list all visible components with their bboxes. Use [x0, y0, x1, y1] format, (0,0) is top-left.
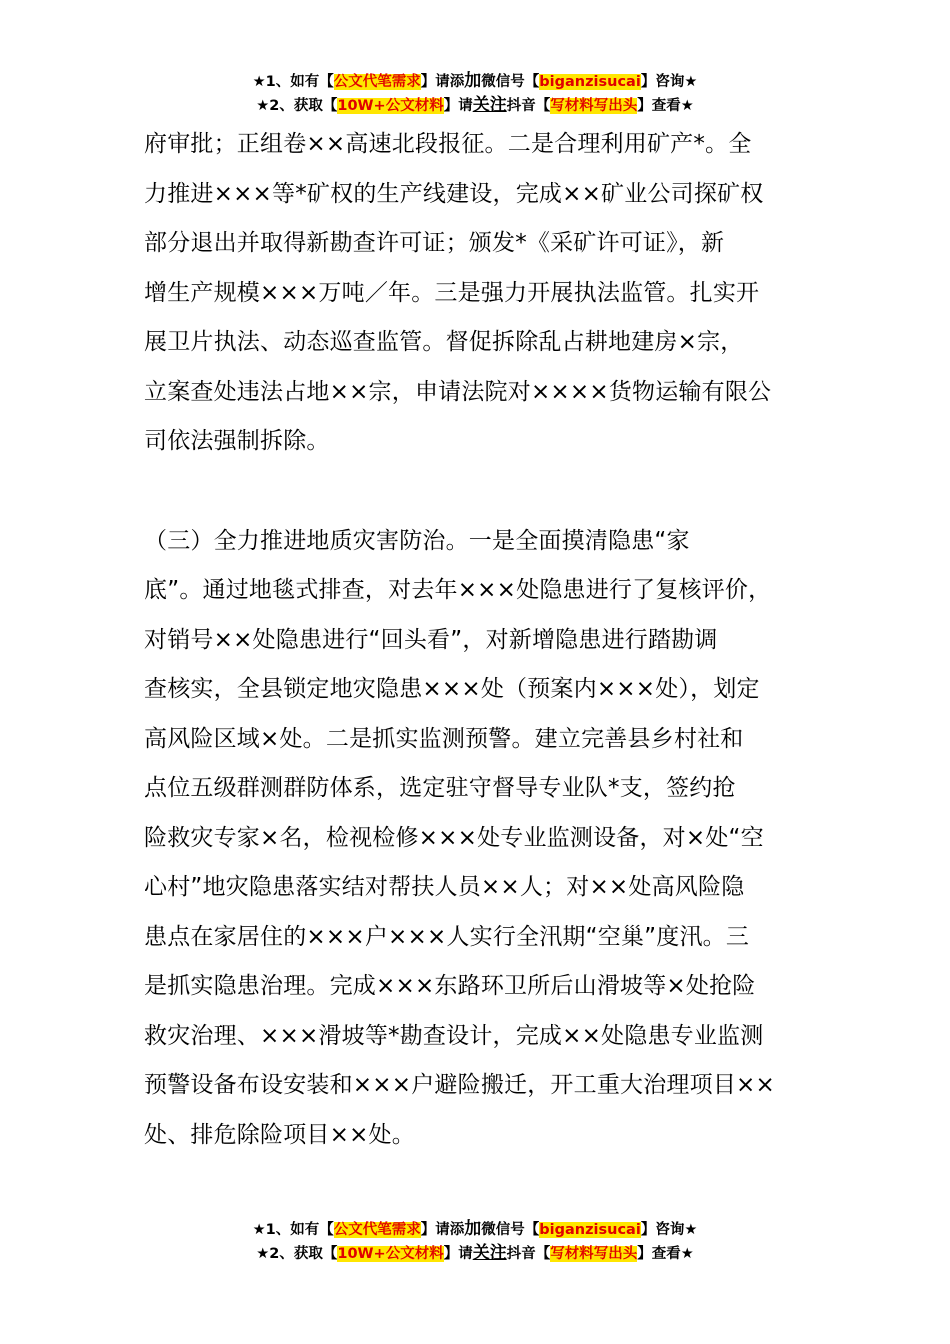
banner-text: 】请添 [420, 1222, 465, 1238]
header-banner [0, 70, 950, 118]
paragraph-line: 预警设备布设安装和×××户避险搬迁，开工重大治理项目×× [144, 1072, 775, 1098]
banner-line-2 [0, 1242, 950, 1266]
paragraph-gap [144, 467, 844, 517]
banner-text: 加 [464, 71, 482, 91]
banner-text: ★1、如有【 [252, 1222, 334, 1238]
banner-highlight: 公文代笔需求 [333, 74, 421, 90]
banner-text: 】咨询★ [640, 1222, 698, 1238]
paragraph-line: 对销号××处隐患进行“回头看”，对新增隐患进行踏勘调 [144, 626, 718, 653]
banner-text: ★1、如有【 [252, 74, 334, 90]
paragraph-line: 力推进×××等*矿权的生产线建设，完成××矿业公司探矿权 [144, 180, 764, 207]
banner-text: 】请添 [420, 74, 465, 90]
banner-text: 】请 [443, 98, 473, 114]
banner-highlight: 10W+公文材料 [337, 98, 444, 114]
paragraph-line: 险救灾专家×名，检视检修×××处专业监测设备，对×处“空 [144, 824, 764, 851]
banner-highlight: 10W+公文材料 [337, 1246, 444, 1262]
banner-text: 】查看★ [637, 1246, 694, 1262]
douyin-id: 写材料写出头 [550, 98, 638, 114]
paragraph-line: 府审批；正组卷××高速北段报征。二是合理利用矿产*。全 [144, 131, 752, 157]
banner-highlight: 公文代笔需求 [333, 1222, 421, 1238]
paragraph-line: 增生产规模×××万吨／年。三是强力开展执法监管。扎实开 [144, 279, 760, 306]
banner-line-2 [0, 94, 950, 118]
paragraph-line: 立案查处违法占地××宗，申请法院对××××货物运输有限公 [144, 378, 772, 405]
wechat-id: biganzisucai [539, 1222, 641, 1238]
banner-line-1 [0, 70, 950, 94]
banner-text: 微信号【 [481, 74, 540, 90]
footer-banner [0, 1218, 950, 1266]
paragraph-line: 心村”地灾隐患落实结对帮扶人员××人；对××处高风险隐 [144, 874, 745, 900]
document-body [144, 120, 844, 1160]
douyin-id: 写材料写出头 [550, 1246, 638, 1262]
paragraph-line: 司依法强制拆除。 [144, 428, 330, 454]
paragraph-line: 救灾治理、×××滑坡等*勘查设计，完成××处隐患专业监测 [144, 1022, 764, 1049]
section-heading-line: （三）全力推进地质灾害防治。一是全面摸清隐患“家 [144, 527, 690, 554]
banner-text: 加 [464, 1219, 482, 1239]
paragraph-line: 患点在家居住的×××户×××人实行全汛期“空巢”度汛。三 [144, 923, 750, 950]
paragraph-line: 部分退出并取得新勘查许可证；颁发*《采矿许可证》，新 [144, 230, 725, 256]
banner-line-1 [0, 1218, 950, 1242]
banner-text: 抖音【 [506, 1246, 551, 1262]
banner-text: 微信号【 [481, 1222, 540, 1238]
paragraph-line: 查核实，全县锁定地灾隐患×××处（预案内×××处），划定 [144, 676, 760, 702]
wechat-id: biganzisucai [539, 74, 641, 90]
banner-text: 关注 [472, 95, 507, 115]
paragraph-line: 展卫片执法、动态巡查监管。督促拆除乱占耕地建房×宗， [144, 329, 744, 355]
banner-text: 】查看★ [637, 98, 694, 114]
banner-text: 抖音【 [506, 98, 551, 114]
paragraph-line: 处、排危除险项目××处。 [144, 1121, 415, 1148]
banner-text: 】请 [443, 1246, 473, 1262]
paragraph-line: 底”。通过地毯式排查，对去年×××处隐患进行了复核评价， [144, 577, 772, 603]
paragraph-line: 高风险区域×处。二是抓实监测预警。建立完善县乡村社和 [144, 725, 744, 752]
paragraph-line: 是抓实隐患治理。完成×××东路环卫所后山滑坡等×处抢险 [144, 973, 756, 999]
banner-text: ★2、获取【 [256, 98, 338, 114]
paragraph-line: 点位五级群测群防体系，选定驻守督导专业队*支，签约抢 [144, 775, 736, 801]
banner-text: 关注 [472, 1243, 507, 1263]
banner-text: 】咨询★ [640, 74, 698, 90]
banner-text: ★2、获取【 [256, 1246, 338, 1262]
